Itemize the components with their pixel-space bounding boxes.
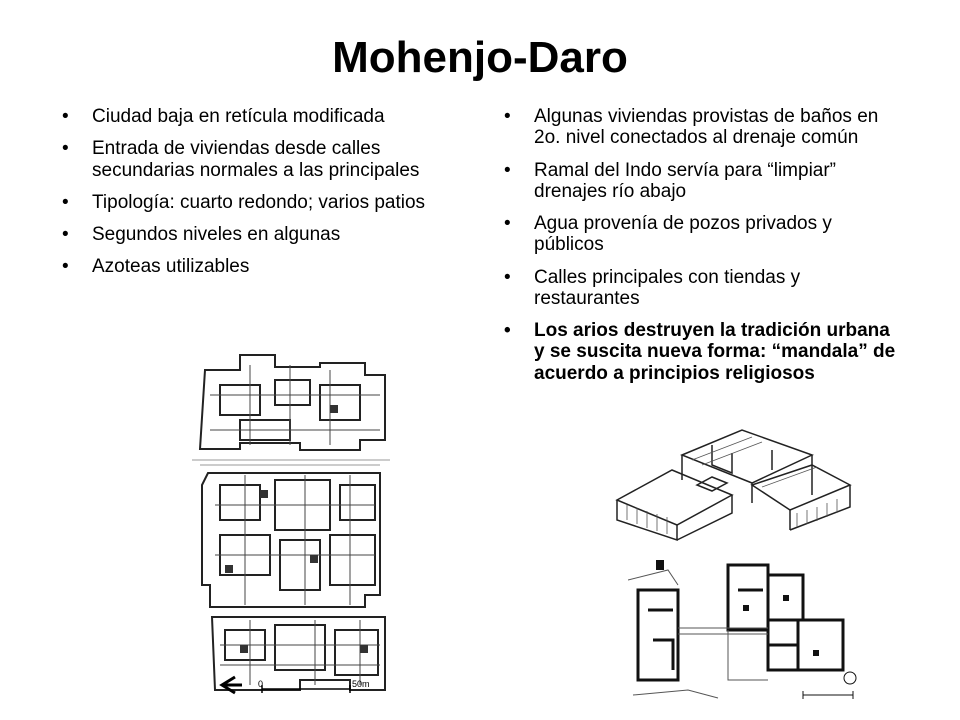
left-bullet-list <box>62 106 462 289</box>
right-bullet-1: • Algunas viviendas provistas de baños en 2o. nivel conectados al drenaje común <box>504 106 904 149</box>
house-isometric-drawing <box>612 425 854 543</box>
right-bullet-2: • Ramal del Indo servía para “limpiar” drenajes río abajo <box>504 160 904 203</box>
compass-icon <box>844 672 856 684</box>
left-bullet-4: • Segundos niveles en algunas <box>62 224 462 245</box>
left-bullet-5: • Azoteas utilizables <box>62 256 462 277</box>
left-bullet-1: • Ciudad baja en retícula modificada <box>62 106 462 127</box>
right-bullet-list <box>504 106 904 395</box>
house-plan-drawing <box>628 560 860 705</box>
house-plan-figure <box>628 560 860 705</box>
right-bullet-5: • Los arios destruyen la tradición urbana y se suscita nueva forma: “mandala” de acuerdo a principios religiosos <box>504 320 904 384</box>
left-bullet-3: • Tipología: cuarto redondo; varios patios <box>62 192 462 213</box>
house-isometric-figure <box>612 425 854 543</box>
right-bullet-4: • Calles principales con tiendas y restaurantes <box>504 267 904 310</box>
city-plan-figure <box>180 345 400 707</box>
scale-zero-label: 0 <box>258 679 264 689</box>
left-bullet-2: • Entrada de viviendas desde calles secundarias normales a las principales <box>62 138 462 181</box>
right-bullet-3: • Agua provenía de pozos privados y públicos <box>504 213 904 256</box>
scale-end-label: 50m <box>352 679 370 689</box>
slide-title: Mohenjo-Daro <box>332 33 628 82</box>
city-plan-drawing <box>180 345 400 707</box>
